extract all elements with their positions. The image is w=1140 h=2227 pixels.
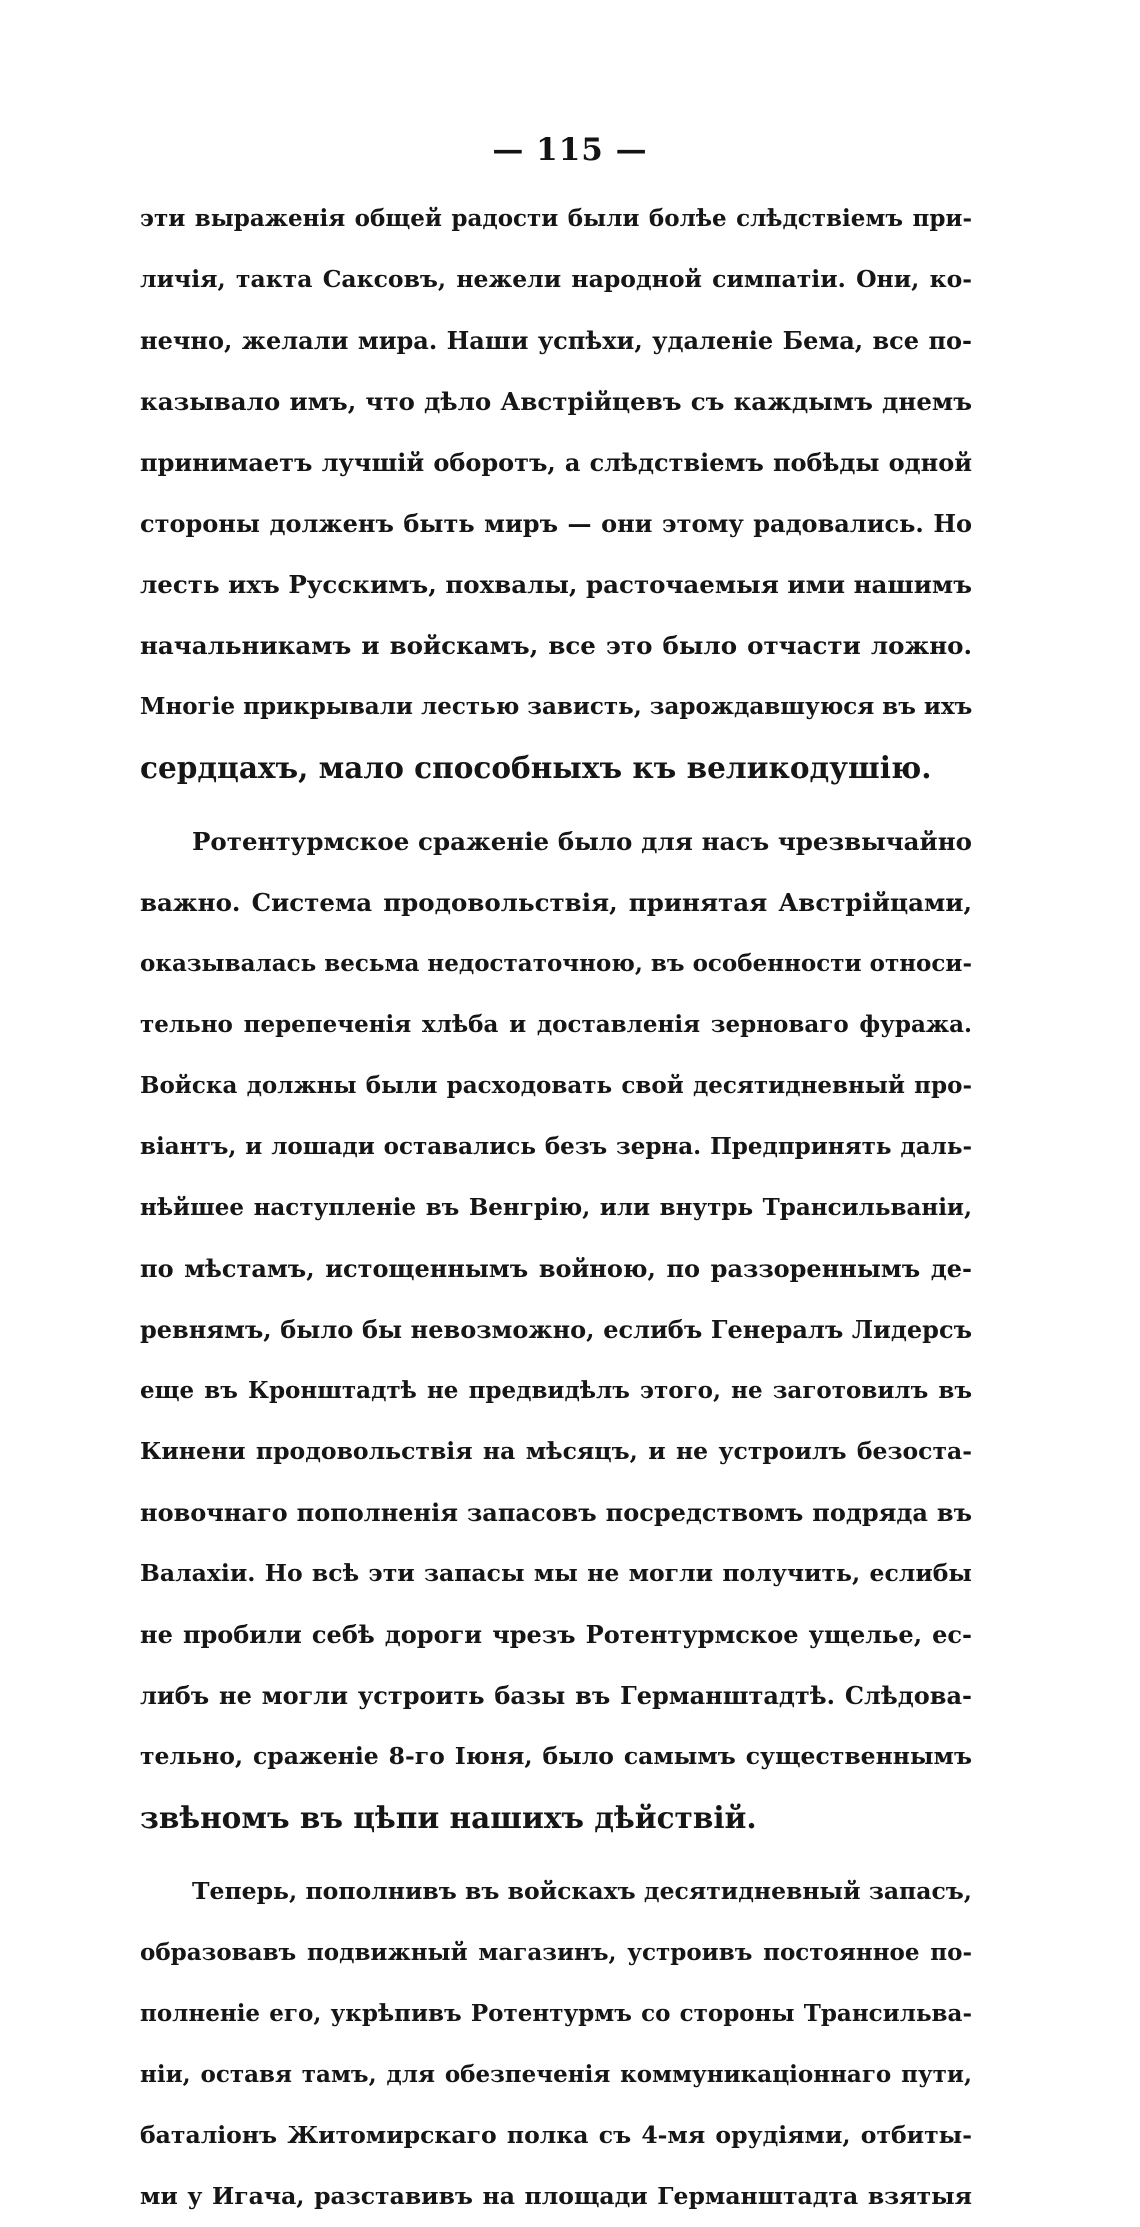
text-line: нечно, желали мира. Наши успѣхи, удаленіе Бема, все по-	[140, 326, 972, 355]
paragraph-1	[140, 188, 972, 798]
text-line: казывало имъ, что дѣло Австрійцевъ съ каждымъ днемъ	[140, 387, 972, 416]
text-line: важно. Система продовольствія, принятая Австрійцами,	[140, 888, 972, 917]
paragraph-2	[140, 811, 972, 1848]
body-text	[140, 188, 972, 2227]
text-line: віантъ, и лошади оставались безъ зерна. Предпринять даль-	[140, 1133, 972, 1160]
text-line: нѣйшее наступленіе въ Венгрію, или внутрь Трансильваніи,	[140, 1194, 972, 1221]
text-line: баталіонъ Житомирскаго полка съ 4-мя орудіями, отбиты-	[140, 2121, 972, 2149]
text-line: тельно перепеченія хлѣба и доставленія зерноваго фуража.	[140, 1011, 972, 1038]
text-line: лесть ихъ Русскимъ, похвалы, расточаемыя ими нашимъ	[140, 570, 972, 599]
text-line: Войска должны были расходовать свой десятидневный про-	[140, 1072, 972, 1099]
text-line: образовавъ подвижный магазинъ, устроивъ постоянное по-	[140, 1939, 972, 1966]
text-line: Кинени продовольствія на мѣсяцъ, и не устроилъ безоста-	[140, 1437, 972, 1465]
text-line: не пробили себѣ дороги чрезъ Ротентурмское ущелье, ес-	[140, 1620, 972, 1649]
text-line: полненіе его, укрѣпивъ Ротентурмъ со стороны Трансильва-	[140, 2000, 972, 2027]
text-line: либъ не могли устроить базы въ Германштадтѣ. Слѣдова-	[140, 1681, 972, 1710]
text-line: ревнямъ, было бы невозможно, еслибъ Генералъ Лидерсъ	[140, 1315, 972, 1344]
text-line: ми у Игача, разставивъ на площади Германштадта взятыя	[140, 2182, 972, 2210]
text-line: эти выраженія общей радости были болѣе слѣдствіемъ при-	[140, 205, 972, 232]
text-line: начальникамъ и войскамъ, все это было отчасти ложно.	[140, 631, 972, 660]
text-line: сердцахъ, мало способныхъ къ великодушію.	[140, 750, 932, 785]
paragraph-3	[140, 1861, 972, 2227]
text-line: Многіе прикрывали лестью зависть, зарождавшуюся въ ихъ	[140, 693, 972, 720]
text-line: принимаетъ лучшій оборотъ, а слѣдствіемъ побѣды одной	[140, 448, 972, 477]
text-line: тельно, сраженіе 8-го Іюня, было самымъ существеннымъ	[140, 1742, 972, 1770]
text-line: личія, такта Саксовъ, нежели народной симпатіи. Они, ко-	[140, 265, 972, 293]
text-line: стороны долженъ быть миръ — они этому радовались. Но	[140, 509, 972, 538]
text-line: по мѣстамъ, истощеннымъ войною, по раззореннымъ де-	[140, 1254, 972, 1283]
text-line: звѣномъ въ цѣпи нашихъ дѣйствій.	[140, 1800, 757, 1835]
text-line: Ротентурмское сраженіе было для насъ чрезвычайно	[192, 827, 972, 856]
text-line: оказывалась весьма недостаточною, въ особенности относи-	[140, 950, 972, 977]
text-line: ніи, оставя тамъ, для обезпеченія коммуникаціоннаго пути,	[140, 2061, 972, 2088]
text-line: Валахіи. Но всѣ эти запасы мы не могли получить, еслибы	[140, 1559, 972, 1587]
text-line: новочнаго пополненія запасовъ посредствомъ подряда въ	[140, 1498, 972, 1527]
text-line: Теперь, пополнивъ въ войскахъ десятидневный запасъ,	[192, 1877, 972, 1905]
text-line: еще въ Кронштадтѣ не предвидѣлъ этого, не заготовилъ въ	[140, 1377, 972, 1404]
page-number: — 115 —	[492, 132, 648, 168]
